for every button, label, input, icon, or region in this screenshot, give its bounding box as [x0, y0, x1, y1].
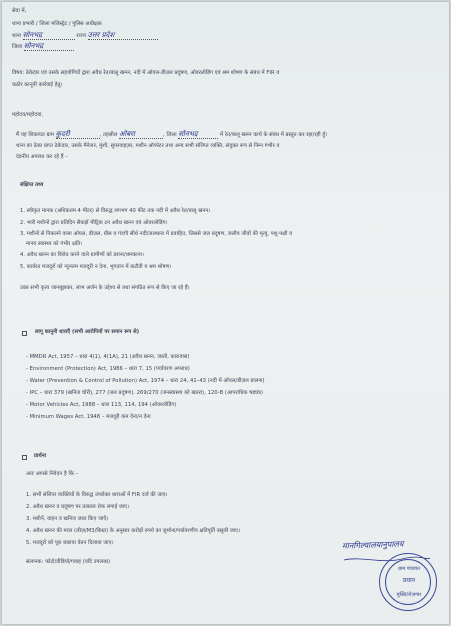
intro-line-1 — [16, 131, 327, 139]
rajya-label: राज्य — [76, 33, 86, 39]
subject-line-1: विषय: ठेकेदार एवं उसके सहयोगियों द्वारा अवैध रेत/बालू खनन, नदी में ऑयल-डीज़ल प्रदूषण, ओवरलोडिंग एवं श्रम शोषण के संबंध में FIR व — [12, 70, 280, 76]
recipient-line: थाना प्रभारी / जिला मजिस्ट्रेट / पुलिस अधीक्षक — [12, 21, 102, 27]
district-value: सोनभद्र — [178, 131, 218, 139]
tehsil-value: ओबरा — [119, 131, 163, 139]
law-item: - MMDR Act, 1957 – धारा 4(1), 4(1A), 21 (अवैध खनन, जब्ती, कारावास) — [26, 354, 190, 360]
stamp-line-1: ग्राम पंचायत — [398, 566, 420, 572]
zila-label: जिला — [12, 44, 23, 50]
intro-line-3: दंडनीय अपराध कर रहे हैं – — [16, 154, 68, 160]
law-item: - Water (Prevention & Control of Pollution) Act, 1974 – धारा 24, 41–43 (नदी में ऑयल/डीज़ल डालना) — [26, 378, 265, 384]
fact-item-continued: मानव स्वास्थ्य को गंभीर क्षति। — [26, 241, 83, 247]
village-value: कुदरी — [56, 131, 100, 139]
fact-item: 3. मशीनों से निकलने वाला ऑयल, डीज़ल, ग्रीस व गंदगी सीधे नदी/जलधारा में प्रवाहित, जिससे जल प्रदूषण, जलीय जीवों की मृत्यु, पशु-पक्षी व — [20, 231, 293, 237]
facts-heading: संक्षिप्त तथ्य — [20, 182, 44, 188]
thana-value: सोनभद्र — [23, 32, 75, 40]
signature-text: मानगिल्यालयानुपालय — [341, 539, 404, 551]
prayer-item: 4. अवैध खनन की मात्रा (लीज़/M3/किग्रा) के अनुसार करोड़ों रुपये का जुर्माना/पर्यावरणीय क्षतिपूर्ति वसूली जाए। — [26, 528, 241, 534]
official-stamp — [379, 553, 437, 611]
intro-part-1: मैं यह शिकायत ग्राम — [16, 132, 54, 138]
prayer-item: 1. सभी संलिप्त व्यक्तियों के विरुद्ध उपरोक्त धाराओं में FIR दर्ज की जाए। — [26, 492, 168, 498]
law-item: - Environment (Protection) Act, 1986 – धारा 7, 15 (पर्यावरण अपराध) — [26, 366, 190, 372]
thana-rajya-line — [12, 32, 158, 40]
prayer-item: 5. मजदूरों को पूरा बकाया वेतन दिलाया जाए। — [26, 540, 114, 546]
intro-part-4: में रेत/बालू खनन कार्य के संबंध में प्रस्तुत कर रहा/रही हूँ। — [220, 132, 328, 138]
complaint-letter-page — [2, 2, 449, 624]
attachments-line: संलग्नक: फोटो/वीडियो/गवाह (यदि उपलब्ध) — [26, 559, 111, 565]
fact-item: 4. अवैध खनन का विरोध करने वाले ग्रामीणों को डराना/धमकाना। — [20, 252, 144, 258]
checkbox-icon — [22, 455, 27, 460]
rajya-value: उत्तर प्रदेश — [88, 32, 158, 40]
salutation: महोदय/महोदया, — [12, 112, 44, 118]
thana-label: थाना — [12, 33, 21, 39]
laws-heading: लागू कानूनी धाराएँ (सभी आरोपियों पर समान रूप से) — [35, 329, 140, 335]
prayer-heading: प्रार्थना — [34, 453, 46, 459]
prayer-intro: अतः आपसे निवेदन है कि – — [26, 471, 79, 477]
zila-value: सोनभद्र — [24, 43, 74, 51]
subject-line-2: कठोर कानूनी कार्रवाई हेतु। — [12, 82, 63, 88]
seva-mein: सेवा में, — [12, 8, 27, 14]
law-item: - Minimum Wages Act, 1948 – मजदूरी कम देना/न देना — [26, 414, 151, 420]
zila-line — [12, 43, 74, 51]
prayer-item: 2. अवैध खनन व प्रदूषण पर तत्काल रोक लगाई जाए। — [26, 504, 130, 510]
stamp-line-3: मुक्ति/रोज़गार — [396, 592, 422, 598]
prayer-item: 3. मशीनें, वाहन व खनिज जब्त किए जाएँ। — [26, 516, 109, 522]
intro-part-3: , जिला — [163, 132, 177, 138]
fact-item: 5. कार्यरत मजदूरों को न्यूनतम मजदूरी न देना, भुगतान में कटौती व श्रम शोषण। — [20, 264, 172, 270]
facts-note: उक्त सभी कृत्य जानबूझकर, लाभ अर्जन के उद्देश्य से तथा संगठित रूप से किए जा रहे हैं। — [20, 285, 190, 291]
checkbox-icon — [22, 331, 27, 336]
law-item: - IPC – धारा 379 (खनिज चोरी), 277 (जल प्रदूषण), 269/270 (जनस्वास्थ्य को खतरा), 120-B (आपराधिक षड्यंत्र) — [26, 390, 263, 396]
intro-line-2: थाना का ठेका प्राप्त ठेकेदार, उसके मैनेजर, मुंशी, सुपरवाइज़र, मशीन ऑपरेटर तथा अन्य सभी संलिप्त व्यक्ति, संयुक्त रूप से निम्न गंभीर व — [16, 143, 280, 149]
fact-item: 2. भारी मशीनों द्वारा प्रतिदिन सैकड़ों मीट्रिक टन अवैध खनन एवं ओवरलोडिंग। — [20, 220, 168, 226]
stamp-line-2: प्रधान — [403, 577, 415, 584]
intro-part-2: , तहसील — [99, 132, 118, 138]
fact-item: 1. स्वीकृत मानक (अधिकतम 4 मीटर) से विरुद्ध लगभग 40 फीट तक नदी में अवैध रेत/बालू खनन। — [20, 208, 211, 214]
law-item: - Motor Vehicles Act, 1988 – धारा 113, 114, 194 (ओवरलोडिंग) — [26, 402, 177, 408]
